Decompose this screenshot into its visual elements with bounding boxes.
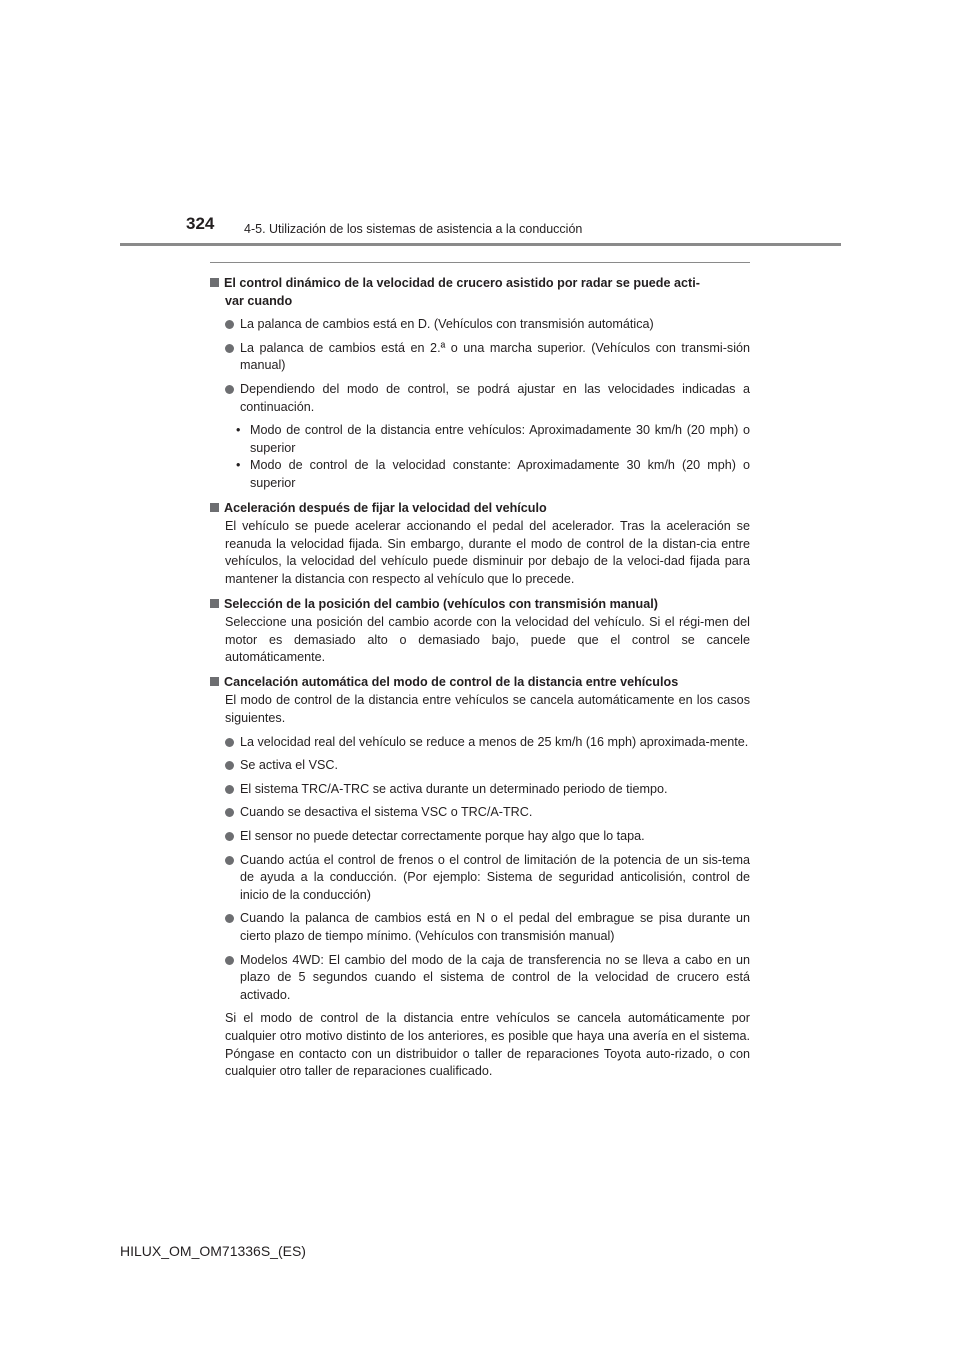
round-bullet-icon (225, 738, 234, 747)
closing-paragraph: Si el modo de control de la distancia entre vehículos se cancela automáticamente por cualquier otro motivo distinto de los anteriores, es posible que haya una avería en el sistema. Póngase en contacto con un distribuidor o taller de reparaciones Toyota auto-rizado, o con cualquier otro taller de reparaciones cualificado. (225, 1011, 750, 1079)
round-bullet-icon (225, 914, 234, 923)
paragraph: Seleccione una posición del cambio acorde con la velocidad del vehículo. Si el régi-men del motor es demasiado alto o demasiado bajo, puede que el control se cancele automáticamente. (225, 615, 750, 665)
list-item-text: La velocidad real del vehículo se reduce a menos de 25 km/h (16 mph) aproximada-mente. (240, 734, 749, 749)
paragraph: El modo de control de la distancia entre vehículos se cancela automáticamente en los casos siguientes. (225, 693, 750, 726)
list-item (210, 316, 750, 334)
heading-acceleration (210, 500, 750, 518)
heading-text: El control dinámico de la velocidad de crucero asistido por radar se puede acti- (224, 276, 700, 290)
heading-text: Selección de la posición del cambio (vehículos con transmisión manual) (224, 596, 658, 611)
sub-list-item-text: Modo de control de la velocidad constante: Aproximadamente 30 km/h (20 mph) o superior (250, 458, 750, 490)
square-bullet-icon (210, 599, 219, 608)
content-top-rule (210, 262, 750, 263)
list-item-text: Dependiendo del modo de control, se podrá ajustar en las velocidades indicadas a continuación. (240, 381, 750, 414)
round-bullet-icon (225, 344, 234, 353)
list-item (210, 852, 750, 905)
list-item (210, 734, 750, 752)
round-bullet-icon (225, 761, 234, 770)
list-item (210, 757, 750, 775)
heading-text-continued: var cuando (225, 293, 293, 308)
section-title: 4-5. Utilización de los sistemas de asistencia a la conducción (244, 222, 583, 236)
round-bullet-icon (225, 808, 234, 817)
list-item-text: Cuando se desactiva el sistema VSC o TRC/A-TRC. (240, 805, 533, 820)
round-bullet-icon (225, 832, 234, 841)
list-item-text: Cuando actúa el control de frenos o el control de limitación de la potencia de un sis-tema de ayuda a la conducción. (Por ejemplo: Sistema de seguridad anticolisión, control de inicio de la conducción) (240, 852, 750, 902)
small-bullet-icon: • (236, 423, 241, 438)
round-bullet-icon (225, 320, 234, 329)
list-item (210, 381, 750, 416)
sub-list-item (210, 457, 750, 492)
list-item (210, 340, 750, 375)
square-bullet-icon (210, 278, 219, 287)
round-bullet-icon (225, 785, 234, 794)
list-item-text: La palanca de cambios está en D. (Vehículos con transmisión automática) (240, 317, 654, 332)
header-rule (120, 243, 841, 246)
list-item-text: Modelos 4WD: El cambio del modo de la caja de transferencia no se lleva a cabo en un plazo de 5 segundos cuando el sistema de control de la velocidad de crucero está activado. (240, 952, 750, 1002)
list-item-text: Cuando la palanca de cambios está en N o el pedal del embrague se pisa durante un cierto plazo de tiempo mínimo. (Vehículos con transmisión manual) (240, 911, 750, 943)
square-bullet-icon (210, 677, 219, 686)
list-item-text: La palanca de cambios está en 2.ª o una marcha superior. (Vehículos con transmi-sión manual) (240, 340, 750, 373)
list-item (210, 781, 750, 799)
heading-radar-cruise-conditions (210, 275, 750, 310)
sub-list-item-text: Modo de control de la distancia entre vehículos: Aproximadamente 30 km/h (20 mph) o superior (250, 423, 750, 455)
list-item (210, 910, 750, 945)
square-bullet-icon (210, 503, 219, 512)
list-item-text: El sistema TRC/A-TRC se activa durante un determinado periodo de tiempo. (240, 781, 668, 796)
round-bullet-icon (225, 956, 234, 965)
list-item-text: El sensor no puede detectar correctamente porque hay algo que lo tapa. (240, 829, 645, 844)
page-content (210, 268, 750, 1081)
list-item (210, 828, 750, 846)
page-number: 324 (186, 214, 215, 233)
list-item (210, 952, 750, 1005)
paragraph: El vehículo se puede acelerar accionando el pedal del acelerador. Tras la aceleración se reanuda la velocidad fijada. Sin embargo, durante el modo de control de la distan-cia entre vehículos, la velocidad del vehículo puede disminuir por debajo de la veloci-dad fijada para mantener la distancia con respecto al vehículo que lo precede. (225, 519, 750, 586)
heading-text: Aceleración después de fijar la velocidad del vehículo (224, 500, 547, 515)
heading-shift-position (210, 596, 750, 614)
document-code: HILUX_OM_OM71336S_(ES) (120, 1243, 306, 1259)
round-bullet-icon (225, 385, 234, 394)
list-item (210, 804, 750, 822)
heading-text: Cancelación automática del modo de control de la distancia entre vehículos (224, 674, 679, 689)
heading-automatic-cancellation (210, 674, 750, 692)
round-bullet-icon (225, 856, 234, 865)
sub-list-item (210, 422, 750, 457)
sub-list (210, 422, 750, 492)
small-bullet-icon: • (236, 458, 241, 473)
list-item-text: Se activa el VSC. (240, 758, 338, 773)
